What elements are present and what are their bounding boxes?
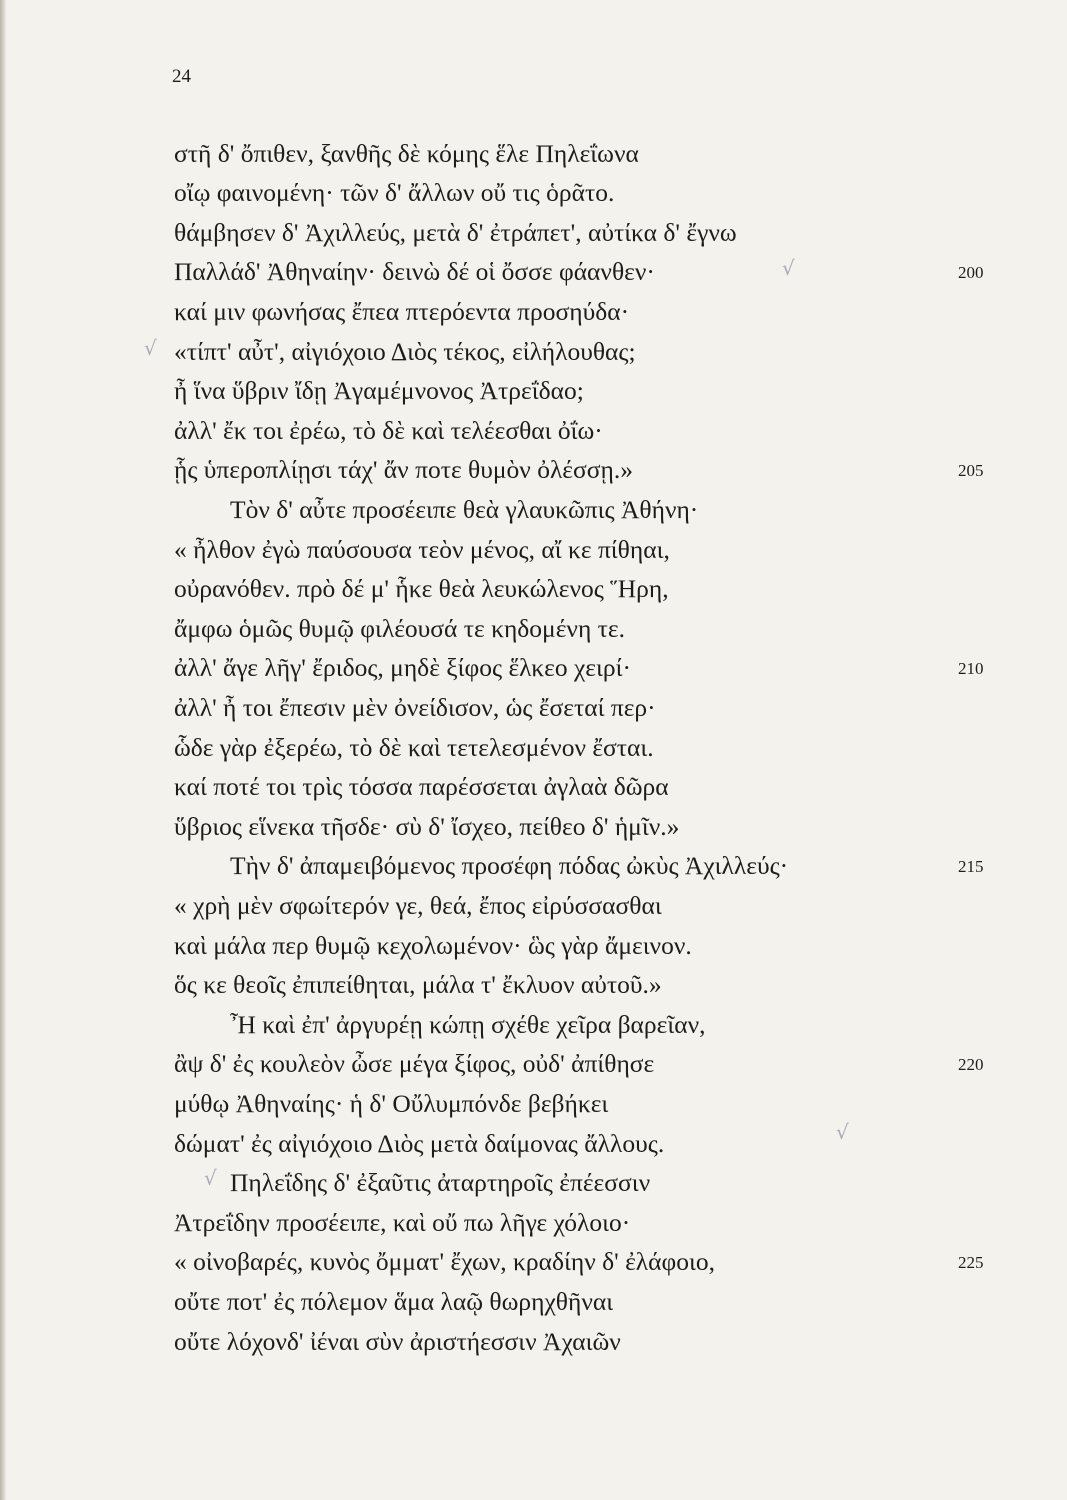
verse-line: ἂψ δ' ἐς κουλεὸν ὦσε μέγα ξίφος, οὐδ' ἀπίθησε xyxy=(174,1049,655,1078)
verse-line: ᾗς ὑπεροπλίῃσι τάχ' ἄν ποτε θυμὸν ὀλέσσῃ.» xyxy=(174,455,633,484)
verse-line: Ἦ καὶ ἐπ' ἀργυρέῃ κώπῃ σχέθε χεῖρα βαρεῖαν, xyxy=(230,1010,706,1039)
verse-line: ἀλλ' ἄγε λῆγ' ἔριδος, μηδὲ ξίφος ἕλκεο χειρί· xyxy=(174,653,631,682)
line-number: 220 xyxy=(958,1055,984,1074)
verse-line: ἄμφω ὁμῶς θυμῷ φιλέουσά τε κηδομένη τε. xyxy=(174,614,625,643)
verse-line: ἀλλ' ἔκ τοι ἐρέω, τὸ δὲ καὶ τελέεσθαι ὀΐω· xyxy=(174,416,603,445)
verse-line: « χρὴ μὲν σφωίτερόν γε, θεά, ἔπος εἰρύσσασθαι xyxy=(174,891,662,920)
verse-line: θάμβησεν δ' Ἀχιλλεύς, μετὰ δ' ἐτράπετ', αὐτίκα δ' ἔγνω xyxy=(174,218,737,247)
verse-line: « οἰνοβαρές, κυνὸς ὄμματ' ἔχων, κραδίην δ' ἐλάφοιο, xyxy=(174,1247,715,1276)
verse-line: ὅς κε θεοῖς ἐπιπείθηται, μάλα τ' ἔκλυον αὐτοῦ.» xyxy=(174,970,662,999)
verse-line: καὶ μάλα περ θυμῷ κεχολωμένον· ὣς γὰρ ἄμεινον. xyxy=(174,931,692,960)
verse-line: ἀλλ' ἦ τοι ἔπεσιν μὲν ὀνείδισον, ὡς ἔσεταί περ· xyxy=(174,693,656,722)
line-number: 215 xyxy=(958,857,984,876)
pencil-check-mark: √ xyxy=(782,256,795,280)
verse-line: καί ποτέ τοι τρὶς τόσσα παρέσσεται ἀγλαὰ δῶρα xyxy=(174,772,669,801)
verse-line: στῆ δ' ὄπιθεν, ξανθῆς δὲ κόμης ἕλε Πηλεΐωνα xyxy=(174,139,639,168)
verse-line: ἦ ἵνα ὕβριν ἴδῃ Ἀγαμέμνονος Ἀτρεΐδαο; xyxy=(174,376,584,405)
line-number: 205 xyxy=(958,461,984,480)
verse-line: μύθῳ Ἀθηναίης· ἡ δ' Οὔλυμπόνδε βεβήκει xyxy=(174,1089,609,1118)
verse-line: οἴῳ φαινομένη· τῶν δ' ἄλλων οὔ τις ὁρᾶτο. xyxy=(174,178,615,207)
verse-line: « ἦλθον ἐγὼ παύσουσα τεὸν μένος, αἴ κε πίθηαι, xyxy=(174,535,670,564)
pencil-check-mark: √ xyxy=(836,1120,849,1144)
verse-line: οὔτε λόχονδ' ἰέναι σὺν ἀριστήεσσιν Ἀχαιῶν xyxy=(174,1327,621,1356)
line-number: 200 xyxy=(958,263,984,282)
verse-line: Πηλεΐδης δ' ἐξαῦτις ἀταρτηροῖς ἐπέεσσιν xyxy=(230,1168,651,1197)
page-edge-shadow xyxy=(0,0,6,1500)
verse-line: καί μιν φωνήσας ἔπεα πτερόεντα προσηύδα· xyxy=(174,297,630,326)
line-number: 225 xyxy=(958,1253,984,1272)
verse-line: Τὴν δ' ἀπαμειβόμενος προσέφη πόδας ὠκὺς Ἀχιλλεύς· xyxy=(230,851,789,880)
verse-line: ὕβριος εἵνεκα τῆσδε· σὺ δ' ἴσχεο, πείθεο δ' ἡμῖν.» xyxy=(174,812,680,841)
verse-line: ὧδε γὰρ ἐξερέω, τὸ δὲ καὶ τετελεσμένον ἔσται. xyxy=(174,733,654,762)
verse-line: «τίπτ' αὖτ', αἰγιόχοιο Διὸς τέκος, εἰλήλουθας; xyxy=(174,337,636,366)
pencil-check-mark: √ xyxy=(204,1166,217,1190)
verse-line: οὔτε ποτ' ἐς πόλεμον ἅμα λαῷ θωρηχθῆναι xyxy=(174,1287,614,1316)
verse-line: Παλλάδ' Ἀθηναίην· δεινὼ δέ οἱ ὄσσε φάανθεν· xyxy=(174,257,655,286)
verse-line: Ἀτρεΐδην προσέειπε, καὶ οὔ πω λῆγε χόλοιο· xyxy=(174,1208,631,1237)
verse-line: δώματ' ἐς αἰγιόχοιο Διὸς μετὰ δαίμονας ἄλλους. xyxy=(174,1129,665,1158)
line-number: 210 xyxy=(958,659,984,678)
verse-line: οὐρανόθεν. πρὸ δέ μ' ἧκε θεὰ λευκώλενος Ἥρη, xyxy=(174,574,669,603)
verse-line: Τὸν δ' αὖτε προσέειπε θεὰ γλαυκῶπις Ἀθήνη· xyxy=(230,495,699,524)
pencil-check-mark: √ xyxy=(144,336,157,360)
page-number: 24 xyxy=(172,66,191,87)
